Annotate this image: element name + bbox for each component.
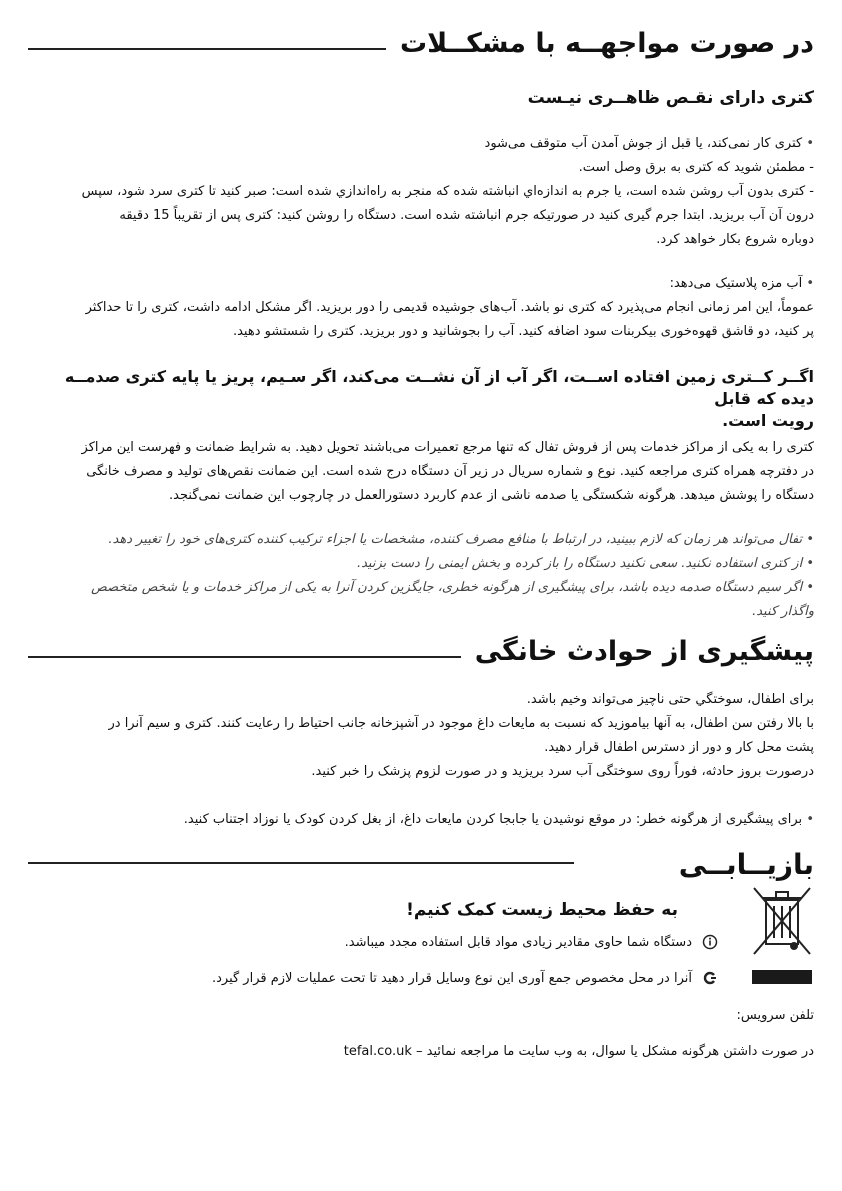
section-title-prevention: پیشگیری از حوادث خانگی	[474, 636, 814, 667]
bullet-kettle-stops: • کتری کار نمی‌کند، یا قبل از جوش آمدن آب متوقف می‌شود	[28, 132, 814, 156]
prevention-bullet	[28, 808, 814, 832]
service-line2: در دفترچه همراه کتری مراجعه کنید. نوع و شماره سریال در زیر آن دستگاه درج شده است. این ضمانت نقص‌های تولید و مصرف خانگی	[86, 464, 814, 479]
detail-check-power: - مطمئن شوید که کتری به برق وصل است.	[578, 160, 814, 175]
section-title-recycling: بازیــابــی	[678, 848, 814, 881]
subtitle-defect: کتری دارای نقـص ظاهــری نیـست	[527, 88, 814, 108]
note-do-not-open: • از کتری استفاده نکنید. سعی نکنید دستگاه را باز کرده و بخش ایمنی را دست بزنید.	[28, 552, 814, 576]
prevention-line4: درصورت بروز حادثه، فوراً روی سوختگی آب سرد بریزید و در صورت لزوم پزشک را خبر کنید.	[311, 764, 814, 779]
black-bar	[752, 970, 812, 984]
recycling-rule	[28, 862, 574, 864]
eco-title: به حفظ محیط زیست کمک کنیم!	[406, 900, 678, 920]
prevention-line3: پشت محل کار و دور از دسترس اطفال قرار دهید.	[544, 740, 814, 755]
header-rule	[28, 656, 461, 658]
service-line1: کتری را به یکی از مراکز خدمات پس از فروش تفال که تنها مرجع تعمیرات می‌باشند تحویل دهید. به شرایط ضمانت و فهرست این مراکز	[81, 440, 814, 455]
eco-row-collection	[212, 970, 718, 986]
note-damaged-cord-1: • اگر سیم دستگاه صدمه دیده باشد، برای پیشگیری از هرگونه خطری، جایگزین کردن آنرا به یکی از مراکز خدمات و یا شخص متخصص	[28, 576, 814, 600]
website-line	[28, 1040, 814, 1064]
plastic-taste-2: پر کنید، دو قاشق قهوه‌خوری بیکربنات سود اضافه کنید. آب را بجوشانید و دور بریزید. کتری را شستشو دهید.	[232, 324, 814, 339]
detail-dry-start-2: درون آن آب بریزید. ابتدا جرم گیری کنید در صورتیکه جرم انباشته شده است. دستگاه را روشن کنید: کتری پس از تقریباً 15 دقیقه	[119, 208, 814, 223]
recycle-icon	[702, 970, 718, 986]
note-damaged-cord-2: واگذار کنید.	[752, 604, 814, 619]
plastic-taste-1: عموماً، این امر زمانی انجام می‌پذیرد که کتری نو باشد. آب‌های جوشیده قدیمی را دور بریزید. اگر مشکل ادامه داشت، کتری را تا حداکثر	[85, 300, 814, 315]
eco-text-reusable: دستگاه شما حاوی مقادیر زیادی مواد قابل استفاده مجدد میباشد.	[344, 934, 692, 950]
damage-heading-line1: اگــر کــتری زمین افتاده اســت، اگر آب از آن نشــت می‌کند، اگر سـیم، پریز یا پایه کتری صدمــه دیده که قابل	[64, 367, 814, 408]
info-icon	[702, 934, 718, 950]
phone-label: تلفن سرویس:	[736, 1008, 814, 1023]
eco-row-reusable	[345, 934, 718, 950]
service-paragraph	[28, 436, 814, 508]
prevention-line1: برای اطفال، سوختگي حتی ناچیز می‌تواند وخیم باشد.	[526, 692, 814, 707]
prevention-line2: با بالا رفتن سن اطفال، به آنها بیاموزید که نسبت به مایعات داغ موجود در آشپزخانه جانب احتیاط را رعایت کنند. کتری و سیم آنرا در	[108, 716, 814, 731]
prevention-block	[28, 688, 814, 784]
crossed-bin-icon	[750, 884, 814, 956]
eco-text-collection: آنرا در محل مخصوص جمع آوری این نوع وسایل قرار دهید تا تحت عملیات لازم قرار گیرد.	[211, 970, 692, 986]
section-header-prevention	[28, 636, 814, 667]
header-rule	[28, 48, 386, 50]
prevention-line5: • برای پیشگیری از هرگونه خطر: در موقع نوشیدن یا جابجا کردن مایعات داغ، از بغل کردن کودک یا نوزاد اجتناب کنید.	[28, 808, 814, 832]
service-phone-label	[28, 1004, 814, 1028]
italic-notes	[28, 528, 814, 624]
service-line3: دستگاه را پوشش میدهد. هرگونه شکستگی یا صدمه ناشی از عدم کاربرد دستورالعمل در چارچوب این ضمانت نمی‌گنجد.	[169, 488, 814, 503]
troubleshoot-block	[28, 132, 814, 252]
detail-dry-start-3: دوباره شروع بکار خواهد کرد.	[656, 232, 814, 247]
damage-heading	[28, 366, 814, 432]
note-change-specs: • تفال می‌تواند هر زمان که لازم ببینید، در ارتباط با منافع مصرف کننده، مشخصات یا اجزاء ترکیب کننده کتری‌های خود را تغییر دهد.	[28, 528, 814, 552]
damage-heading-line2: رویت است.	[722, 411, 814, 430]
bullet-plastic-taste: • آب مزه پلاستیک می‌دهد:	[28, 272, 814, 296]
plastic-taste-block	[28, 272, 814, 344]
website-text[interactable]: در صورت داشتن هرگونه مشکل یا سوال، به وب سایت ما مراجعه نمائید – tefal.co.uk	[343, 1044, 814, 1059]
section-title-problems: در صورت مواجهــه با مشکــلات	[400, 28, 814, 59]
detail-dry-start-1: - کتری بدون آب روشن شده است، یا جرم به اندازه‌اي انباشته شده که منجر به راه‌اندازي شده است: صبر کنید تا کتری سرد شود، سپس	[81, 184, 814, 199]
section-header-problems	[28, 28, 814, 59]
